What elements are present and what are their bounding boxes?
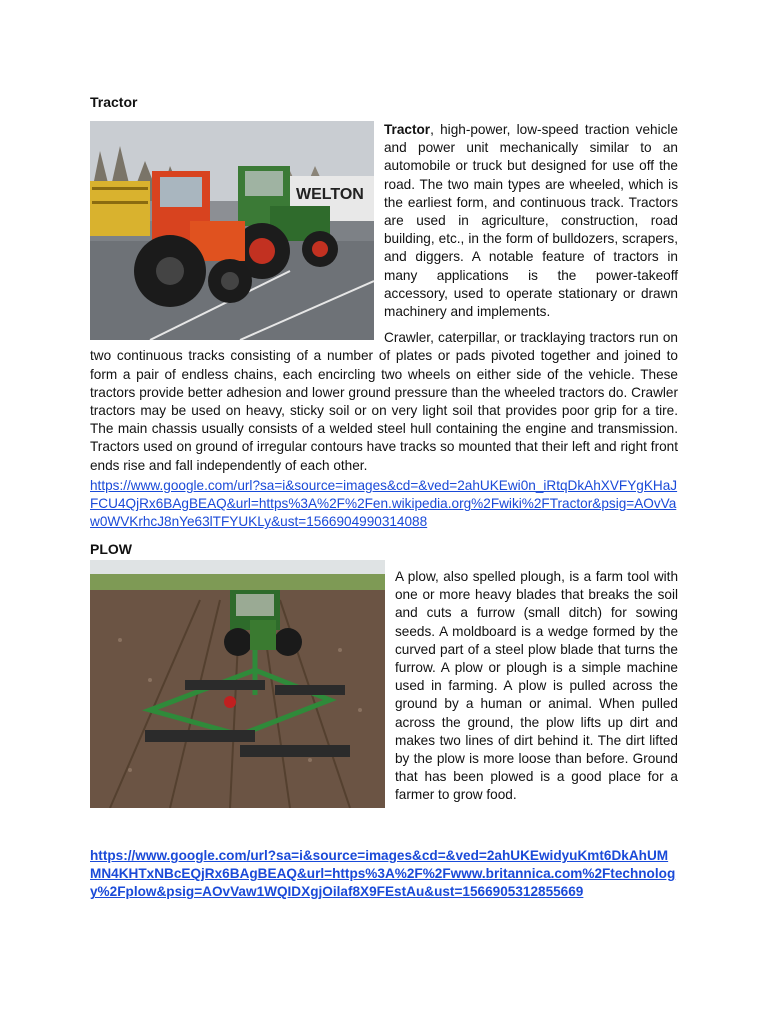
plow-source-link[interactable]: https://www.google.com/url?sa=i&source=images&cd=&ved=2ahUKEwidyuKmt6DkAhUMMN4KHTxNBcEQjRx6BAgBEAQ&url=https%3A%2F%2Fwww.britannica.com%2Ftechnology%2Fplow&psig=AOvVaw1WQIDXgjOilaf8X9FEstAu&ust=1566905312855669 [90,848,676,900]
tractor-lead-word: Tractor [384,122,431,137]
welton-banner-text: WELTON [296,186,364,203]
plow-section [90,568,678,812]
plow-paragraph: A plow, also spelled plough, is a farm tool with one or more heavy blades that breaks the soil and cuts a furrow (small ditch) for sowing seeds. A moldboard is a wedge formed by the curved part of a steel plow blade that turns the furrow. A plow or plough is a simple machine used in farming. A plow is pulled across the ground by a human or animal. When pulled across the ground, the plow lifts up dirt and makes two lines of dirt behind it. The dirt lifted by the plow is more loose than before. Ground that has been plowed is a good place for a farmer to grow food. [395,569,678,803]
tractor-paragraph-1-text: , high-power, low-speed traction vehicle and power unit mechanically similar to an automobile or truck but designed for use off the road. The two main types are wheeled, which is the earliest form, and continuous track. Tractors are used in agriculture, construction, road building, etc., in the form of bulldozers, scrapers, and diggers. A notable feature of tractors in many applications is the power-takeoff accessory, used to operate stationary or drawn machinery and implements. [384,122,678,320]
tractor-heading: Tractor [90,94,138,110]
tractor-paragraph-2: Crawler, caterpillar, or tracklaying tractors run on two continuous tracks consisting of a number of plates or pads pivoted together and joined to form a pair of endless chains, each encircling two wheels on either side of the vehicle. These tractors provide better adhesion and lower ground pressure than the wheeled tractors do. Crawler tractors may be used on heavy, sticky soil or on very light soil that provides poor grip for a tire. The main chassis usually consists of a welded steel hull containing the engine and transmission. Tractors used on ground of irregular contours have tracks so mounted that their left and right front ends rise and fall independently of each other. [90,330,678,473]
tractor-section [90,121,678,475]
tractor-photo [90,121,374,340]
tractor-source-link[interactable]: https://www.google.com/url?sa=i&source=images&cd=&ved=2ahUKEwi0n_iRtqDkAhXVFYgKHaJFCU4QjRx6BAgBEAQ&url=https%3A%2F%2Fen.wikipedia.org%2Fwiki%2FTractor&psig=AOvVaw0WVKrhcJ8nYe63lTFYUKLy&ust=1566904990314088 [90,478,678,530]
plow-photo [90,560,385,808]
plow-heading: PLOW [90,541,132,557]
